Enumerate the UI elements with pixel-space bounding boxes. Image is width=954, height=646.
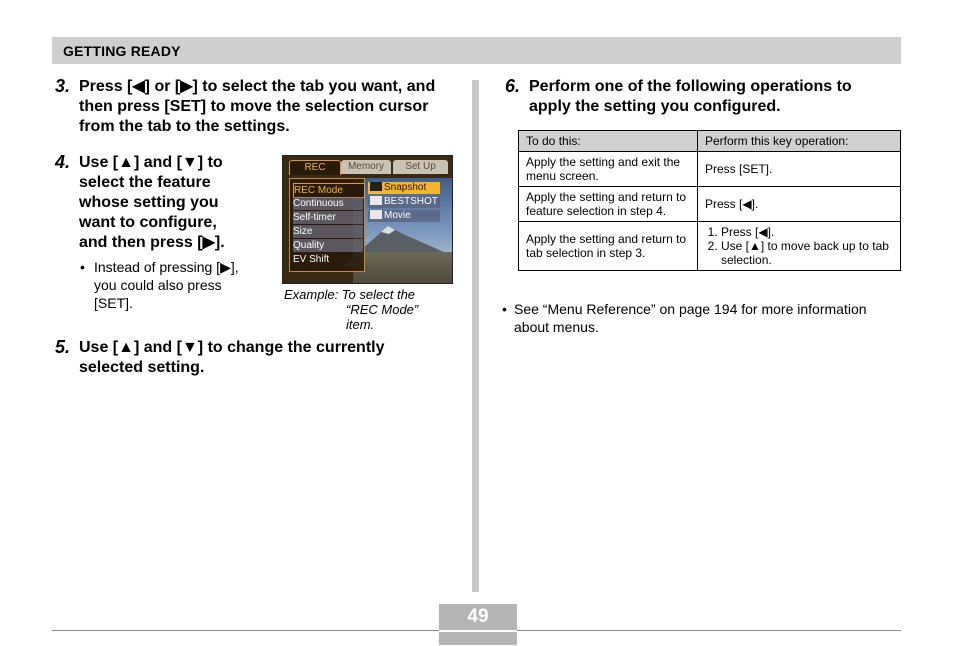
table-cell: Press [◀]. — [698, 187, 901, 222]
bestshot-icon — [370, 196, 382, 205]
table-cell: Apply the setting and return to tab selection in step 3. — [519, 222, 698, 271]
camera-menu-item: Continuous — [293, 197, 363, 210]
camera-option-movie: Movie — [368, 210, 440, 222]
step-4-text — [79, 153, 225, 253]
table-cell — [698, 222, 901, 271]
camera-menu-item: Self-timer — [293, 211, 363, 224]
step-5-line: Use [▲] and [▼] to change the currently — [79, 339, 385, 356]
page-number: 49 — [467, 606, 489, 627]
figure-caption — [284, 287, 418, 332]
bullet-dot: • — [80, 259, 85, 275]
camera-tab-setup: Set Up — [393, 160, 448, 174]
section-title: GETTING READY — [63, 43, 181, 59]
step-4-number: 4. — [55, 152, 71, 172]
bullet-line: Instead of pressing [▶], — [94, 259, 239, 275]
step-6-text — [529, 77, 852, 117]
scene-ground — [353, 252, 453, 283]
caption-line: “REC Mode” — [346, 302, 419, 317]
bullet-dot: • — [502, 301, 507, 317]
list-item: 1. Press [◀]. — [721, 225, 893, 239]
bullet-line: you could also press — [94, 277, 222, 293]
step-5-line: selected setting. — [79, 359, 205, 376]
column-divider — [472, 80, 479, 592]
table-row — [519, 222, 901, 271]
step-3-number: 3. — [55, 76, 71, 96]
table-header: Perform this key operation: — [698, 131, 901, 152]
page-box-band — [439, 630, 517, 632]
camera-menu-item: EV Shift — [293, 254, 330, 265]
page-number-box — [439, 604, 517, 645]
table-header: To do this: — [519, 131, 698, 152]
step-4-bullet — [80, 258, 239, 312]
camera-menu-panel — [289, 178, 365, 272]
caption-line: Example: To select the — [284, 287, 416, 302]
step-4-line: want to configure, — [79, 214, 217, 231]
operations-table — [518, 130, 901, 271]
operation-list — [705, 225, 893, 267]
step-3-text: Press [◀] or [▶] to select the tab you want, and then press [SET] to move the selection cursor from the tab to the settings. — [79, 78, 436, 135]
list-item: 2. Use [▲] to move back up to tab selection. — [721, 239, 893, 267]
table-row — [519, 152, 901, 187]
header-bar — [52, 37, 901, 64]
step-5-number: 5. — [55, 337, 71, 357]
camera-menu-item: REC Mode — [293, 183, 365, 198]
step-4-line: select the feature — [79, 174, 211, 191]
menu-reference-note — [502, 300, 867, 336]
camera-screen-illustration — [282, 155, 453, 284]
movie-icon — [370, 210, 382, 219]
step-4-line: Use [▲] and [▼] to — [79, 154, 223, 171]
table-row — [519, 187, 901, 222]
snapshot-icon — [370, 182, 382, 191]
camera-tab-memory: Memory — [341, 160, 391, 174]
step-5-text — [79, 338, 384, 378]
note-line: See “Menu Reference” on page 194 for more information — [514, 301, 867, 317]
table-cell: Apply the setting and exit the menu screen. — [519, 152, 698, 187]
table-cell: Apply the setting and return to feature selection in step 4. — [519, 187, 698, 222]
table-cell: Press [SET]. — [698, 152, 901, 187]
camera-option-snapshot: Snapshot — [368, 182, 440, 194]
step-6-line: apply the setting you configured. — [529, 98, 781, 115]
camera-option-bestshot: BESTSHOT — [368, 196, 440, 208]
camera-menu-item: Size — [293, 225, 363, 238]
caption-line: item. — [346, 317, 375, 332]
step-4-line: and then press [▶]. — [79, 234, 225, 251]
table-header-row — [519, 131, 901, 152]
bullet-line: [SET]. — [94, 295, 133, 311]
step-4-line: whose setting you — [79, 194, 219, 211]
step-6-line: Perform one of the following operations to — [529, 78, 852, 95]
camera-tab-rec: REC — [289, 160, 341, 175]
step-6-number: 6. — [505, 76, 521, 96]
camera-menu-item: Quality — [293, 239, 363, 252]
note-line: about menus. — [514, 319, 599, 335]
